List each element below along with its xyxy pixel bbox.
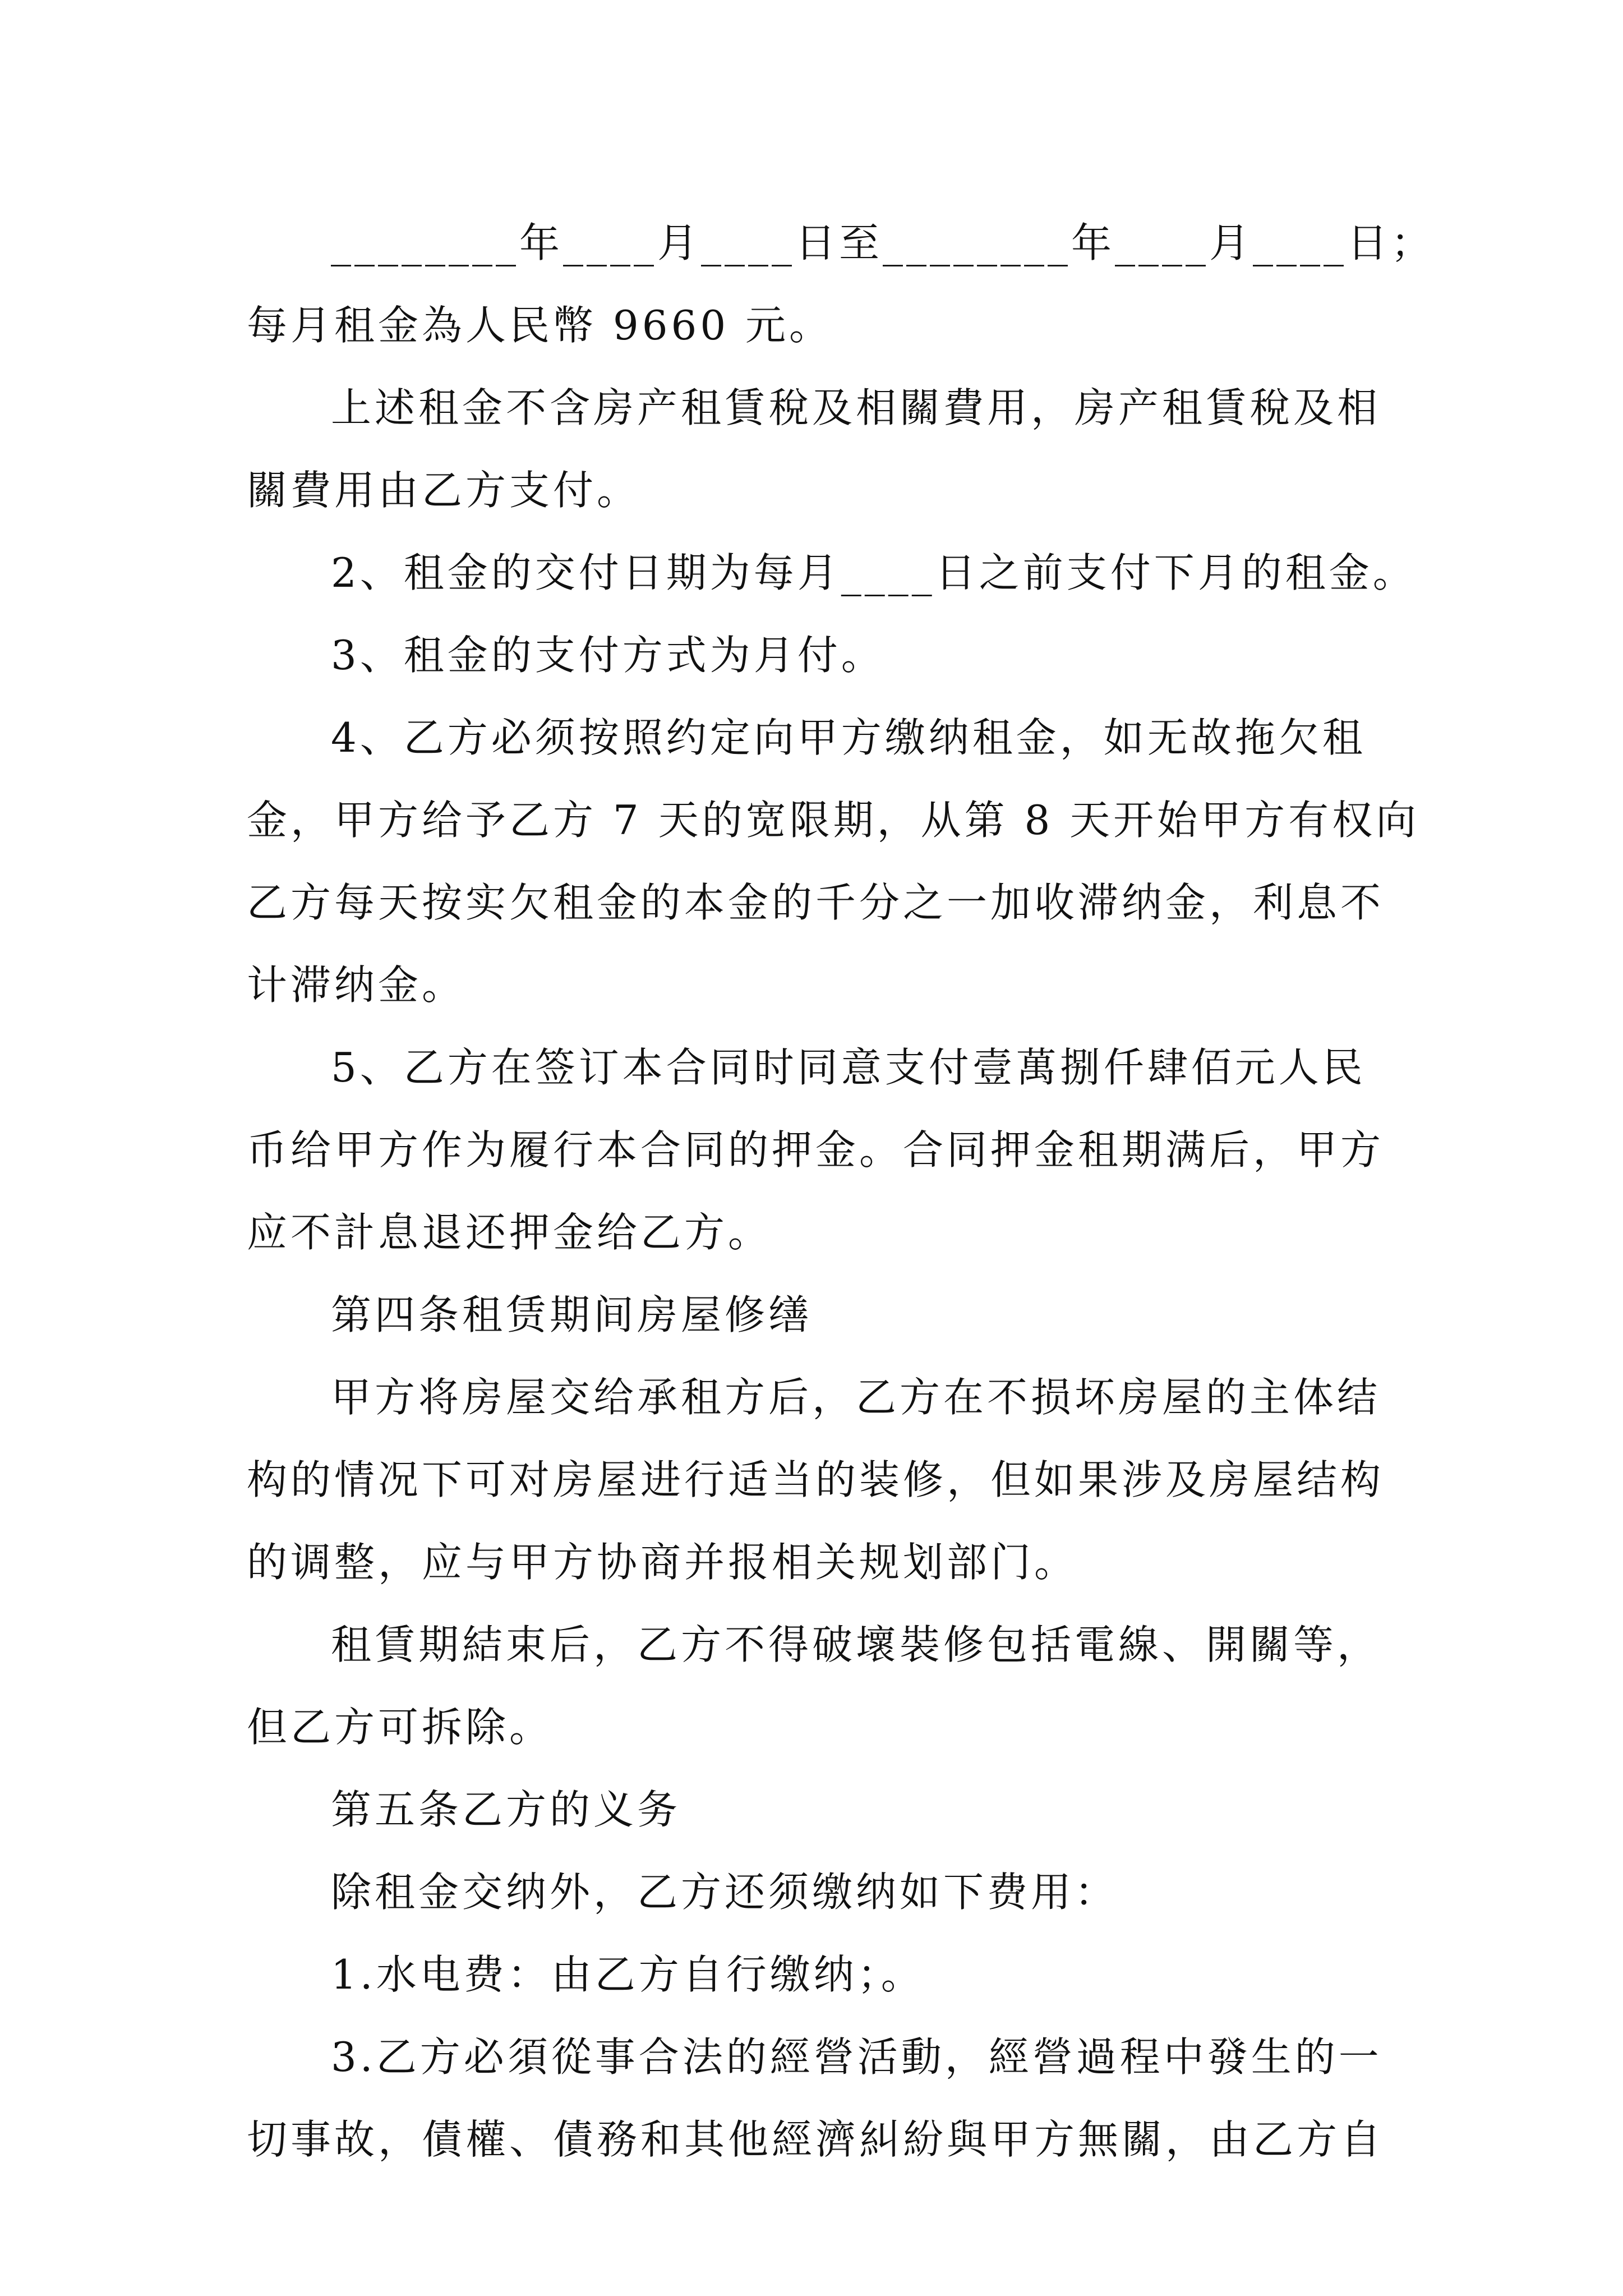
text-line: 5、乙方在签订本合同时同意支付壹萬捌仟肆佰元人民 — [331, 1044, 1366, 1091]
text-line: 除租金交纳外，乙方还须缴纳如下费用： — [331, 1869, 1119, 1916]
text-line: 切事故，債權、債務和其他經濟糾紛與甲方無關，由乙方自 — [247, 2116, 1385, 2163]
text-line: 币给甲方作为履行本合同的押金。合同押金租期满后，甲方 — [247, 1126, 1385, 1174]
text-line: 2、租金的交付日期为每月____日之前支付下月的租金。 — [331, 549, 1417, 596]
text-line: 租賃期結束后，乙方不得破壞裝修包括電線、開關等， — [331, 1621, 1381, 1668]
text-line: 计滞纳金。 — [247, 961, 466, 1009]
text-line: 构的情况下可对房屋进行适当的装修，但如果涉及房屋结构 — [247, 1456, 1385, 1503]
text-line: 每月租金為人民幣 9660 元。 — [247, 302, 833, 349]
text-line: 第四条租赁期间房屋修缮 — [331, 1291, 813, 1338]
text-line: 但乙方可拆除。 — [247, 1704, 554, 1751]
document-body — [247, 202, 1435, 2181]
text-line: 金，甲方给予乙方 7 天的宽限期，从第 8 天开始甲方有权向 — [247, 797, 1420, 844]
text-line: 關費用由乙方支付。 — [247, 467, 641, 514]
text-line: ________年____月____日至________年____月____日； — [331, 219, 1435, 266]
text-line: 乙方每天按实欠租金的本金的千分之一加收滞纳金，利息不 — [247, 879, 1385, 926]
text-line: 应不計息退还押金给乙方。 — [247, 1209, 772, 1256]
text-line: 4、乙方必须按照约定向甲方缴纳租金，如无故拖欠租 — [331, 714, 1366, 761]
text-line: 甲方将房屋交给承租方后，乙方在不损坏房屋的主体结 — [331, 1374, 1381, 1421]
text-line: 上述租金不含房产租賃稅及相關費用，房产租賃稅及相 — [331, 384, 1381, 431]
text-line: 3.乙方必須從事合法的經營活動，經營過程中發生的一 — [331, 2033, 1382, 2081]
text-line: 的调整，应与甲方协商并报相关规划部门。 — [247, 1539, 1078, 1586]
text-line: 第五条乙方的义务 — [331, 1786, 681, 1833]
text-line: 3、租金的支付方式为月付。 — [331, 632, 885, 679]
text-line: 1.水电费：由乙方自行缴纳；。 — [331, 1951, 925, 1998]
